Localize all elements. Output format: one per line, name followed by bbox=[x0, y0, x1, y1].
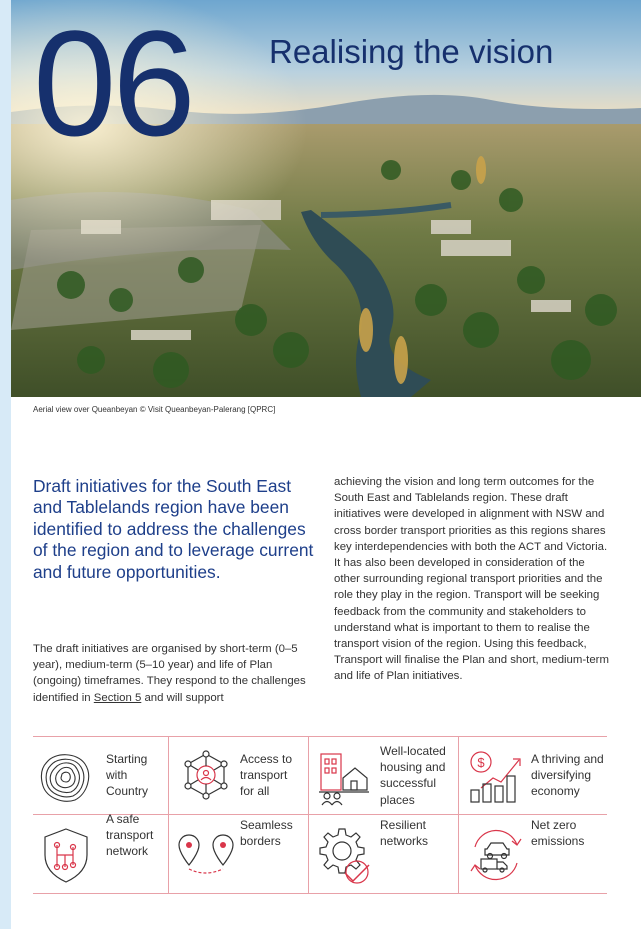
outcome-resilient-networks bbox=[309, 815, 458, 893]
outcome-starting-with-country bbox=[33, 736, 168, 814]
fingerprint-country-icon bbox=[35, 746, 95, 806]
body-left-text: The draft initiatives are organised by short-term (0–5 year), medium-term (5–10 year) and life of Plan (ongoing) timeframes. They respond to the challenges identified in bbox=[33, 643, 306, 704]
outcome-label: Net zero emissions bbox=[531, 818, 585, 849]
outcome-label: Well-located housing and successful places bbox=[380, 744, 446, 807]
outcome-net-zero-emissions bbox=[459, 815, 607, 893]
section-5-link[interactable]: Section 5 bbox=[93, 691, 142, 704]
vehicles-cycle-icon bbox=[467, 827, 525, 883]
outcome-seamless-borders bbox=[169, 815, 308, 893]
outcome-well-located-housing bbox=[309, 736, 458, 814]
body-left-text-end: and will support bbox=[141, 691, 224, 704]
page-edge-strip bbox=[0, 0, 11, 929]
outcomes-grid bbox=[33, 736, 607, 894]
svg-text:$: $ bbox=[477, 755, 485, 770]
outcome-label: Access to transport for all bbox=[240, 752, 293, 799]
outcome-access-to-transport bbox=[169, 736, 308, 814]
grid-divider bbox=[33, 893, 607, 894]
image-caption: Aerial view over Queanbeyan © Visit Queanbeyan-Palerang [QPRC] bbox=[33, 405, 276, 414]
network-hub-icon bbox=[179, 748, 233, 802]
outcome-thriving-economy bbox=[459, 736, 607, 814]
outcome-label: Seamless borders bbox=[240, 818, 293, 849]
lead-paragraph: Draft initiatives for the South East and Tablelands region have been identified to address the challenges of the region and to leverage current and future opportunities. bbox=[33, 476, 314, 582]
outcome-label: Resilient networks bbox=[380, 818, 429, 849]
location-pins-icon bbox=[177, 831, 237, 879]
shield-network-icon bbox=[39, 825, 93, 885]
outcome-label: Starting with Country bbox=[106, 752, 149, 799]
body-paragraph-left bbox=[33, 641, 313, 706]
outcome-safe-transport-network bbox=[33, 812, 168, 893]
chapter-title: Realising the vision bbox=[269, 33, 554, 70]
growth-chart-icon bbox=[467, 748, 523, 804]
outcome-label: A thriving and diversifying economy bbox=[531, 752, 604, 799]
housing-places-icon bbox=[317, 748, 371, 806]
chapter-number: 06 bbox=[33, 0, 192, 167]
gear-check-icon bbox=[315, 825, 373, 885]
body-paragraph-right: achieving the vision and long term outcomes for the South East and Tablelands region. These draft initiatives were developed in alignment with NSW and cross border transport priorities as this regions shares key interdependencies with both the ACT and Victoria. It has also been developed in consideration of the other surrounding regional transport priorities and the role they play in the region. Transport will be seeking feedback from the community and stakeholders to understand what is important to them to realise the transport vision of the region. Using this feedback, Transport will finalise the Plan and short, medium-term and life of Plan initiatives. bbox=[334, 476, 609, 683]
outcome-label: A safe transport network bbox=[106, 812, 154, 859]
